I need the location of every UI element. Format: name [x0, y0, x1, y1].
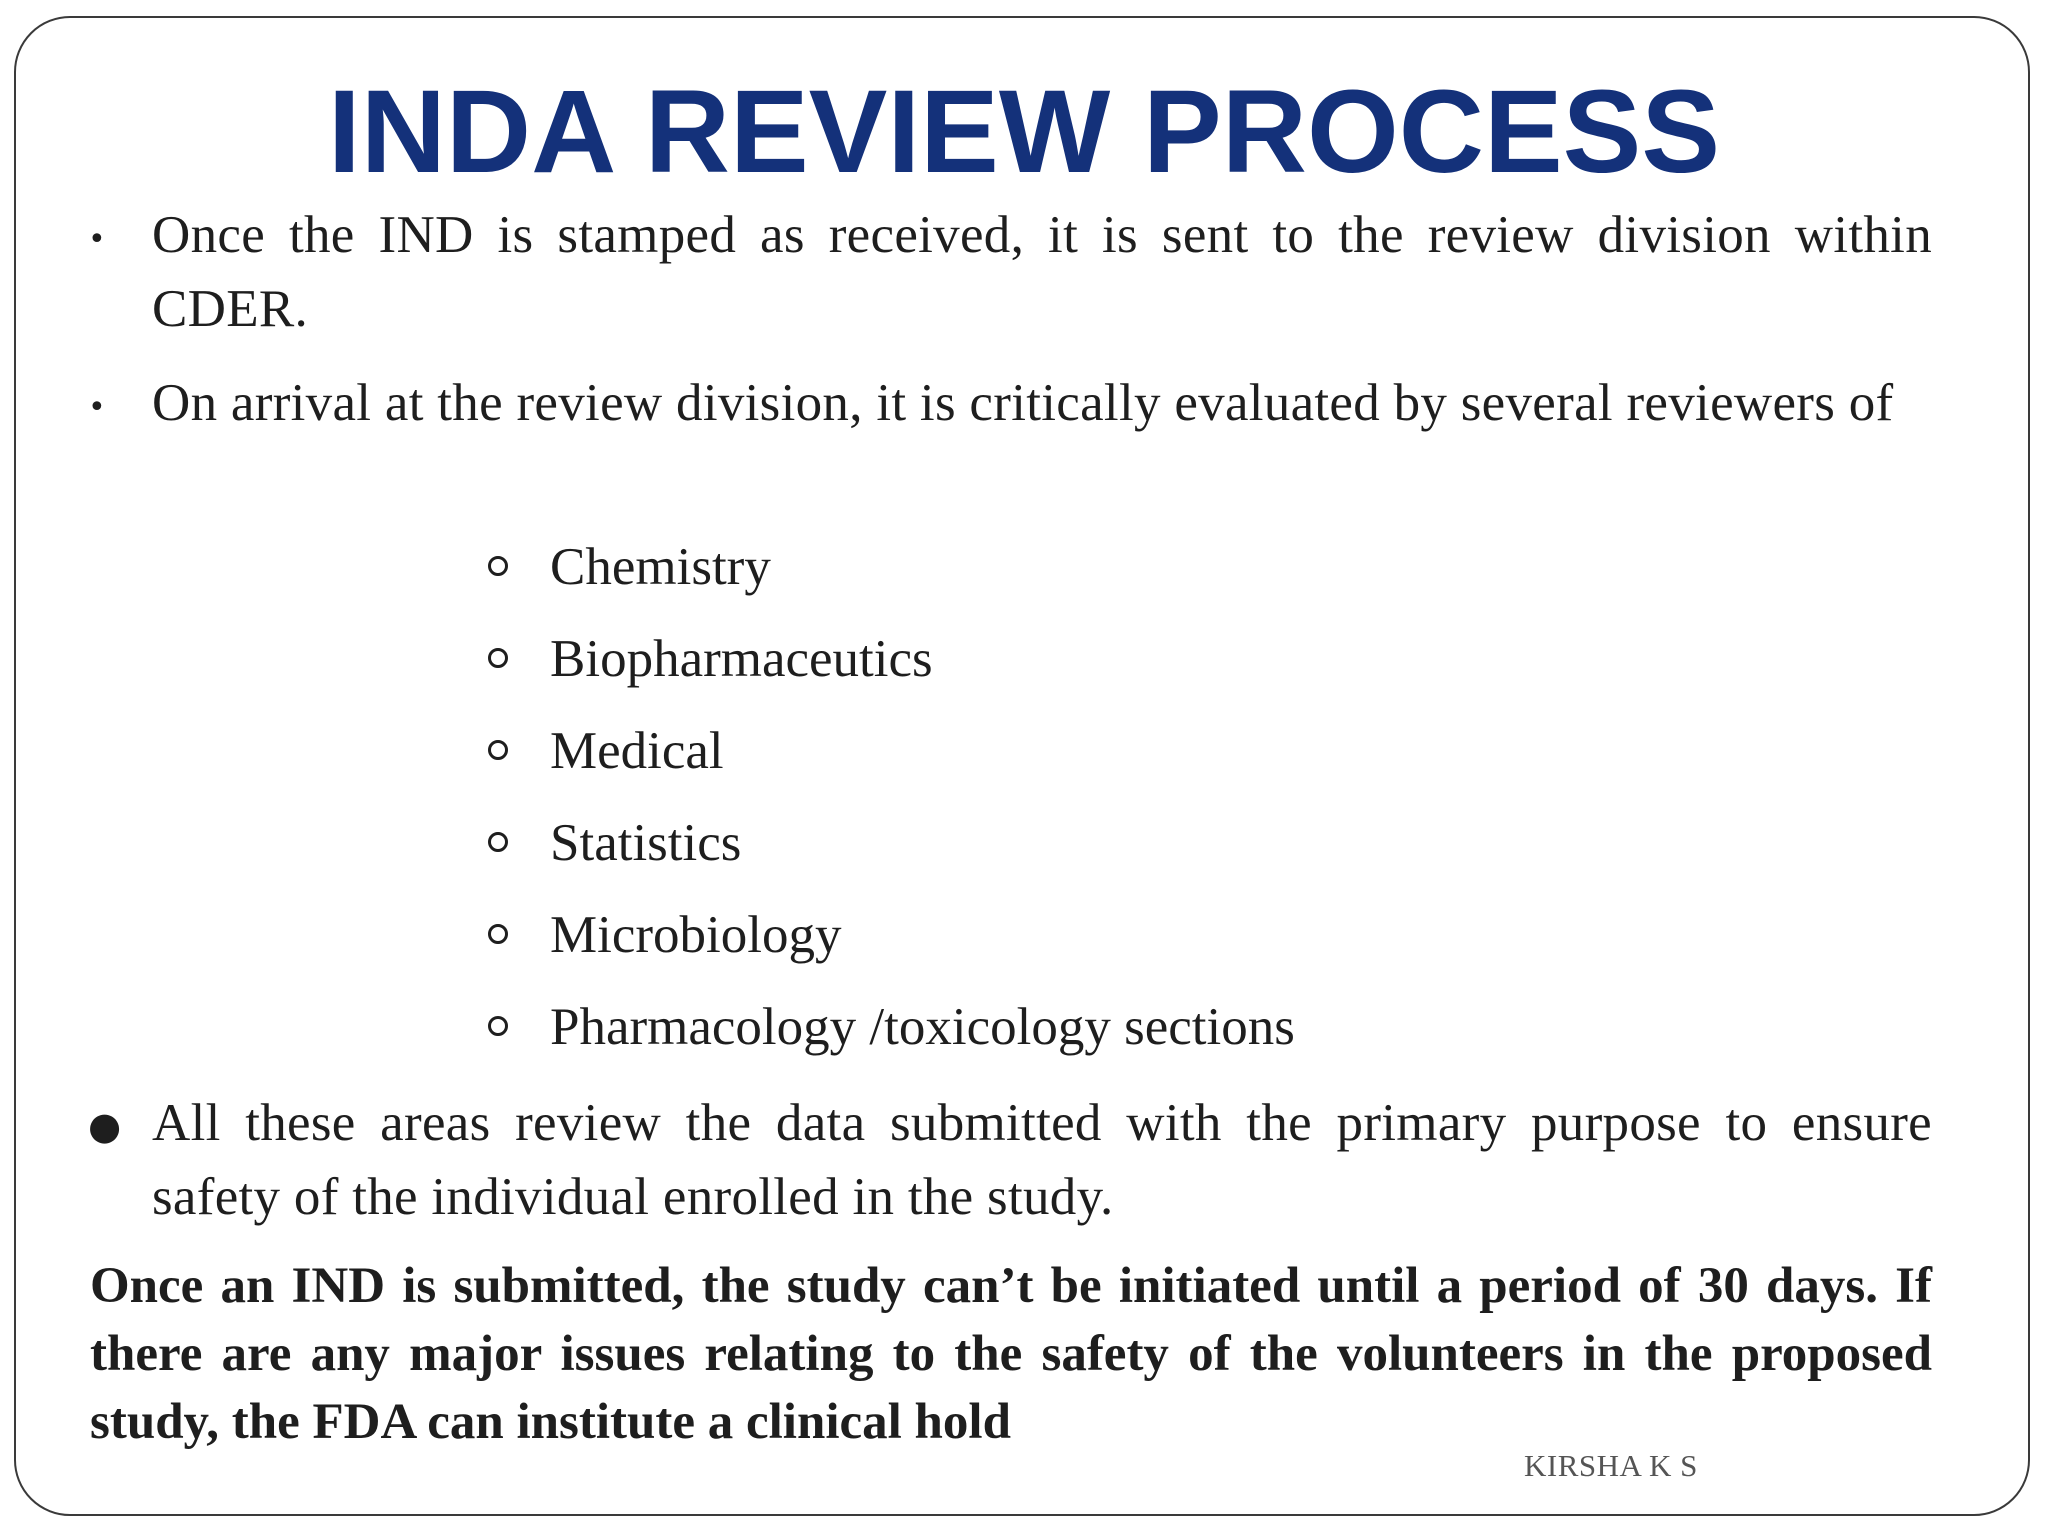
review-section-item — [488, 806, 1488, 886]
bullet-text: All these areas review the data submitted with the primary purpose to ensure safety of the individual enrolled in the study. — [152, 1094, 1932, 1226]
review-section-item — [488, 530, 1488, 610]
slide-title: INDA REVIEW PROCESS — [327, 66, 1721, 198]
bullet-text: On arrival at the review division, it is critically evaluated by several reviewers of — [152, 374, 1894, 432]
review-section-item — [488, 622, 1488, 702]
review-section-label: Biopharmaceutics — [550, 630, 933, 688]
bullet-marker: ● — [88, 1104, 122, 1148]
hollow-circle-icon — [488, 1016, 508, 1036]
review-section-label: Pharmacology /toxicology sections — [550, 998, 1295, 1056]
review-section-label: Microbiology — [550, 906, 842, 964]
bullet-marker: • — [88, 390, 106, 425]
bullet-marker: • — [88, 222, 106, 257]
hollow-circle-icon — [488, 556, 508, 576]
hollow-circle-icon — [488, 740, 508, 760]
review-section-label: Medical — [550, 722, 724, 780]
review-section-item — [488, 990, 1488, 1070]
review-section-item — [488, 714, 1488, 794]
review-section-label: Statistics — [550, 814, 742, 872]
hollow-circle-icon — [488, 924, 508, 944]
review-section-item — [488, 898, 1488, 978]
bullet-text: Once the IND is stamped as received, it is sent to the review division within CDER. — [152, 206, 1932, 338]
clinical-hold-note: Once an IND is submitted, the study can’t be initiated until a period of 30 days. If there are any major issues relating to the safety of the volunteers in the proposed study, the FDA can institute a clinical hold — [90, 1258, 1932, 1450]
hollow-circle-icon — [488, 648, 508, 668]
author-credit: KIRSHA K S — [1524, 1448, 1698, 1483]
hollow-circle-icon — [488, 832, 508, 852]
review-section-label: Chemistry — [550, 538, 771, 596]
